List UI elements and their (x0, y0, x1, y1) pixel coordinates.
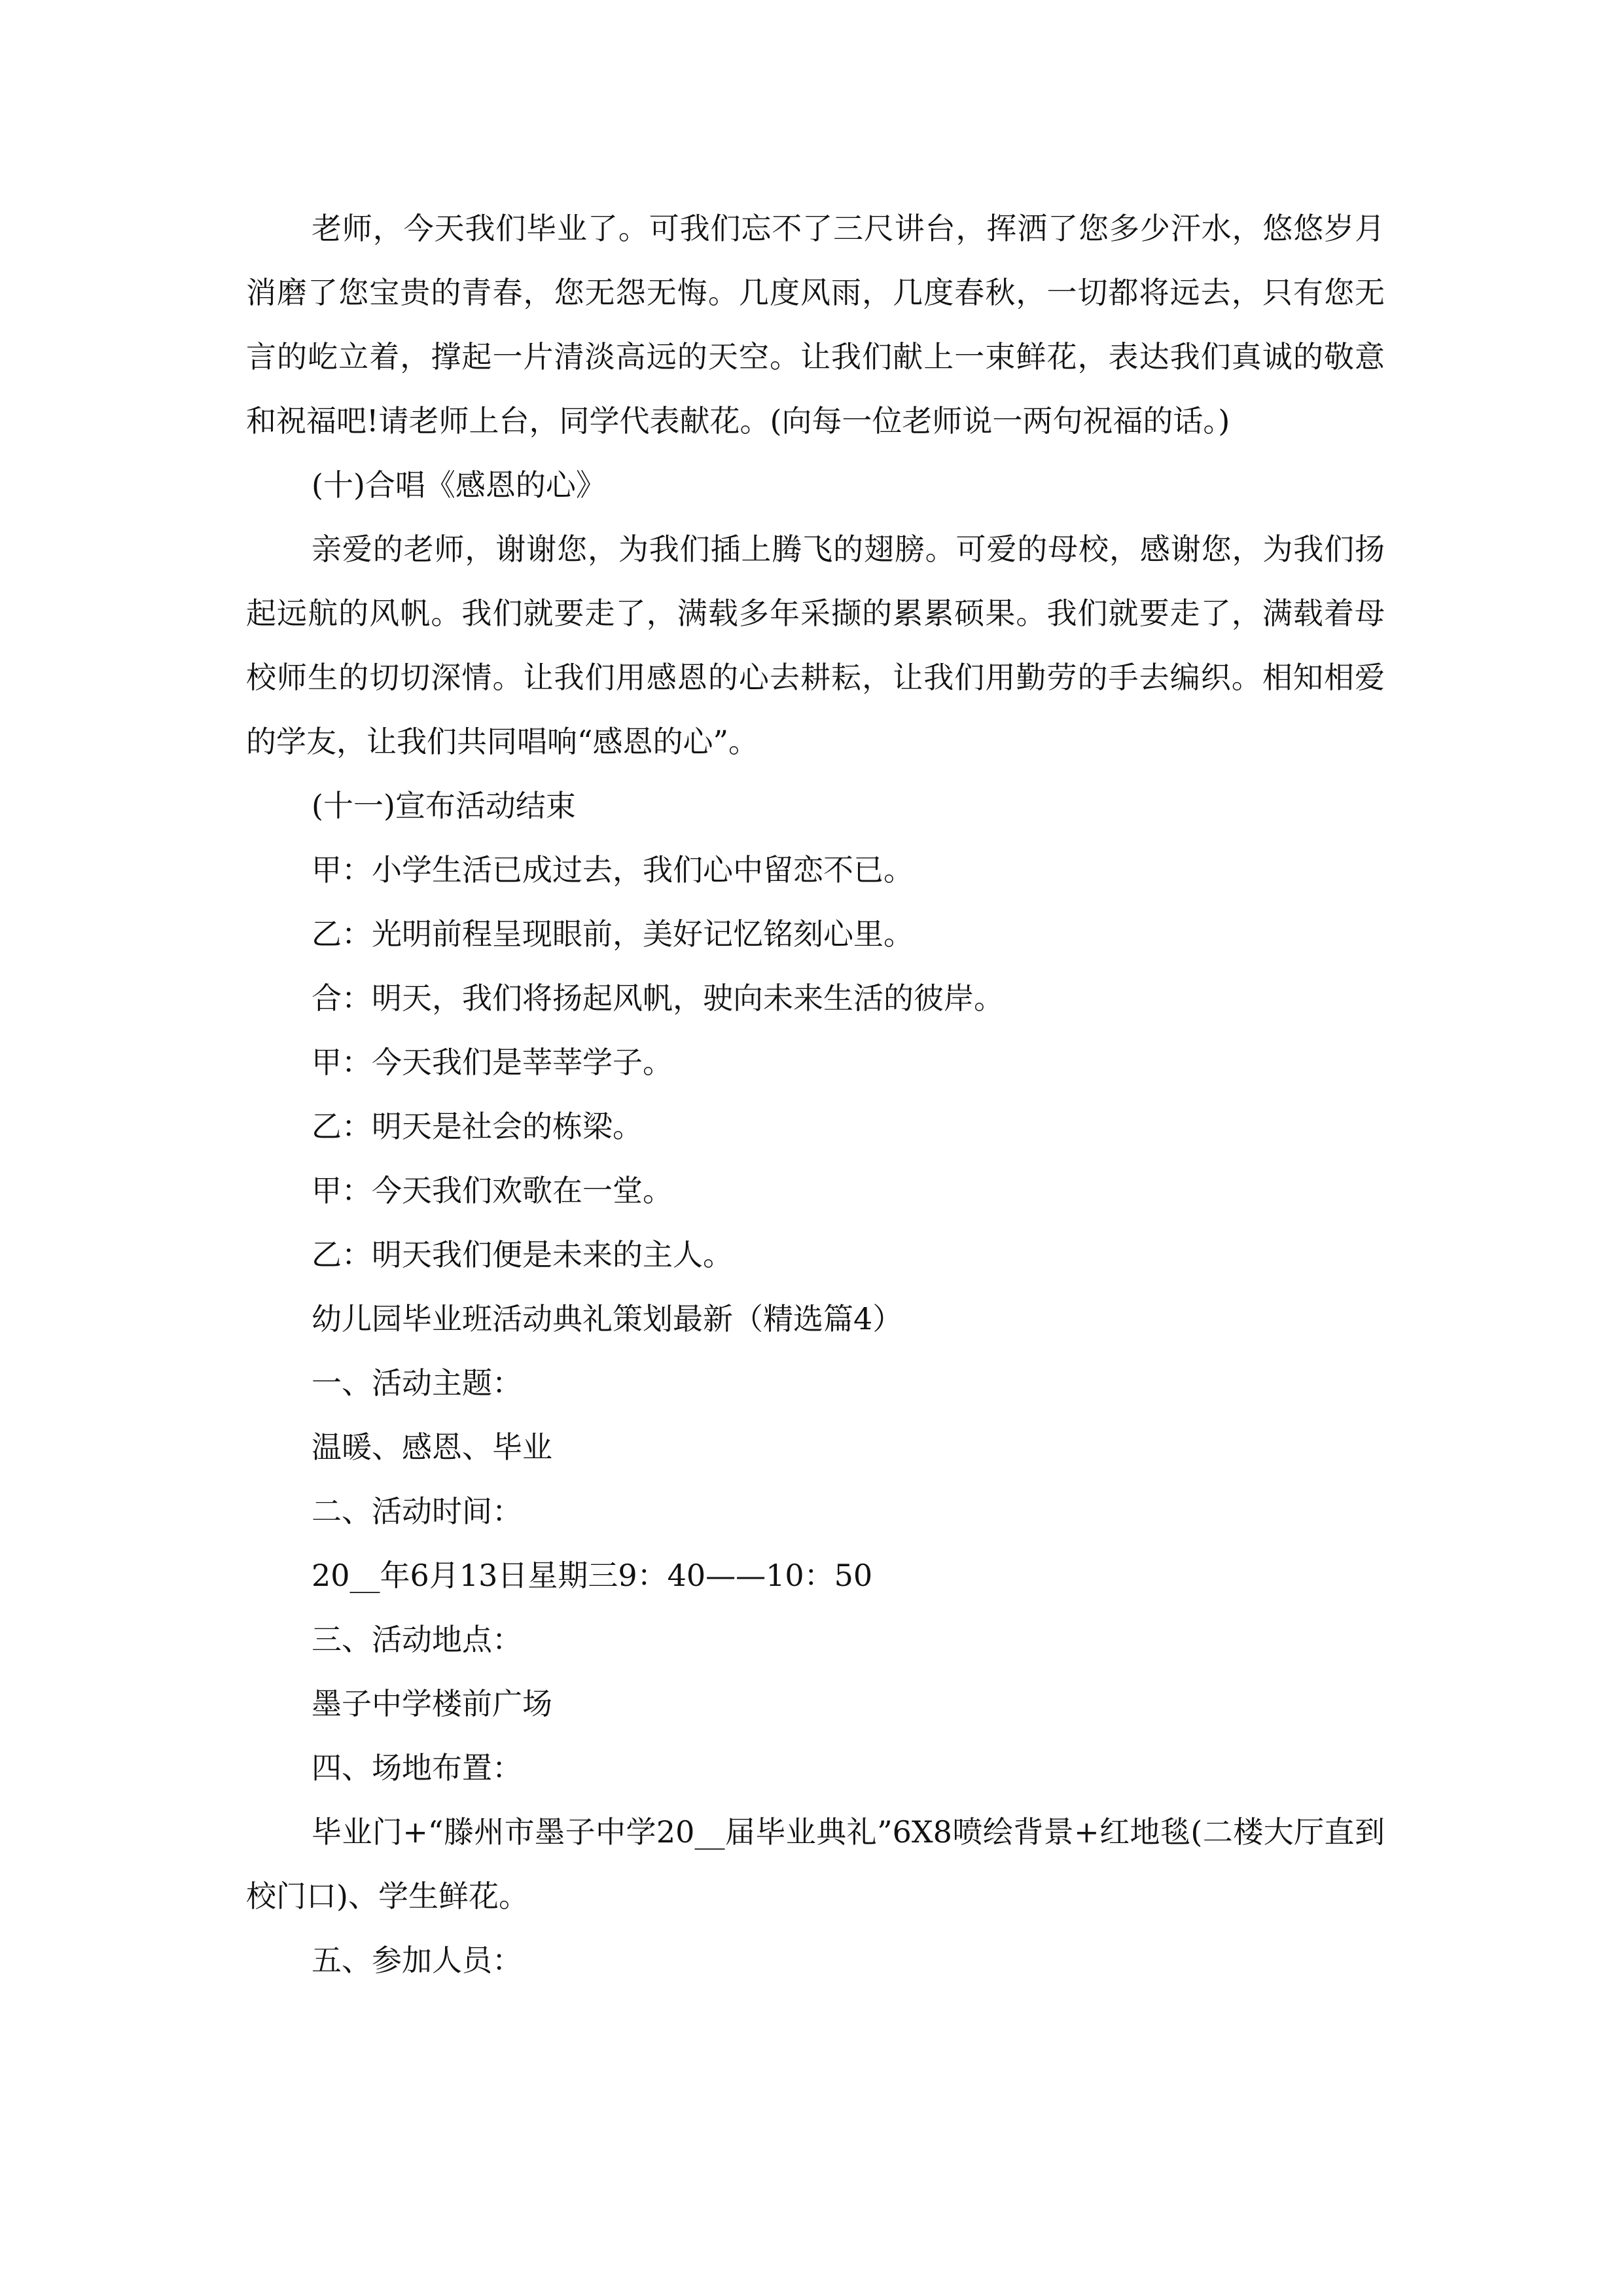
document-body (246, 196, 1385, 1992)
dialogue-line: 乙：明天是社会的栋梁。 (312, 1109, 643, 1144)
section-title: 幼儿园毕业班活动典礼策划最新（精选篇4） (312, 1301, 903, 1336)
time-value: 20__年6月13日星期三9：40——10：50 (312, 1558, 873, 1593)
dialogue-line: 甲：今天我们是莘莘学子。 (312, 1045, 673, 1080)
dialogue-line: 甲：小学生活已成过去，我们心中留恋不已。 (312, 852, 914, 888)
heading-theme: 一、活动主题： (312, 1365, 522, 1401)
dialogue-line: 乙：光明前程呈现眼前，美好记忆铭刻心里。 (312, 916, 914, 952)
dialogue-line: 乙：明天我们便是未来的主人。 (312, 1237, 733, 1272)
venue-setup-value: 毕业门+“滕州市墨子中学20__届毕业典礼”6X8喷绘背景+红地毯(二楼大厅直到校门口)、学生鲜花。 (246, 1814, 1385, 1914)
heading-venue-setup: 四、场地布置： (312, 1750, 522, 1785)
paragraph-teacher-tribute: 老师，今天我们毕业了。可我们忘不了三尺讲台，挥洒了您多少汗水，悠悠岁月消磨了您宝贵的青春，您无怨无悔。几度风雨，几度春秋，一切都将远去，只有您无言的屹立着，撑起一片清淡高远的天空。让我们献上一束鲜花，表达我们真诚的敬意和祝福吧!请老师上台，同学代表献花。(向每一位老师说一两句祝福的话。) (246, 211, 1385, 439)
location-value: 墨子中学楼前广场 (312, 1686, 552, 1721)
heading-closing: (十一)宣布活动结束 (312, 788, 576, 823)
heading-participants: 五、参加人员： (312, 1943, 522, 1978)
theme-value: 温暖、感恩、毕业 (312, 1429, 552, 1465)
dialogue-line: 合：明天，我们将扬起风帆，驶向未来生活的彼岸。 (312, 980, 1004, 1016)
heading-time: 二、活动时间： (312, 1494, 522, 1529)
dialogue-line: 甲：今天我们欢歌在一堂。 (312, 1173, 673, 1208)
paragraph-gratitude: 亲爱的老师，谢谢您，为我们插上腾飞的翅膀。可爱的母校，感谢您，为我们扬起远航的风帆。我们就要走了，满载多年采撷的累累硕果。我们就要走了，满载着母校师生的切切深情。让我们用感恩的心去耕耘，让我们用勤劳的手去编织。相知相爱的学友，让我们共同唱响“感恩的心”。 (246, 531, 1385, 759)
heading-location: 三、活动地点： (312, 1622, 522, 1657)
heading-chorus: (十)合唱《感恩的心》 (312, 467, 606, 503)
